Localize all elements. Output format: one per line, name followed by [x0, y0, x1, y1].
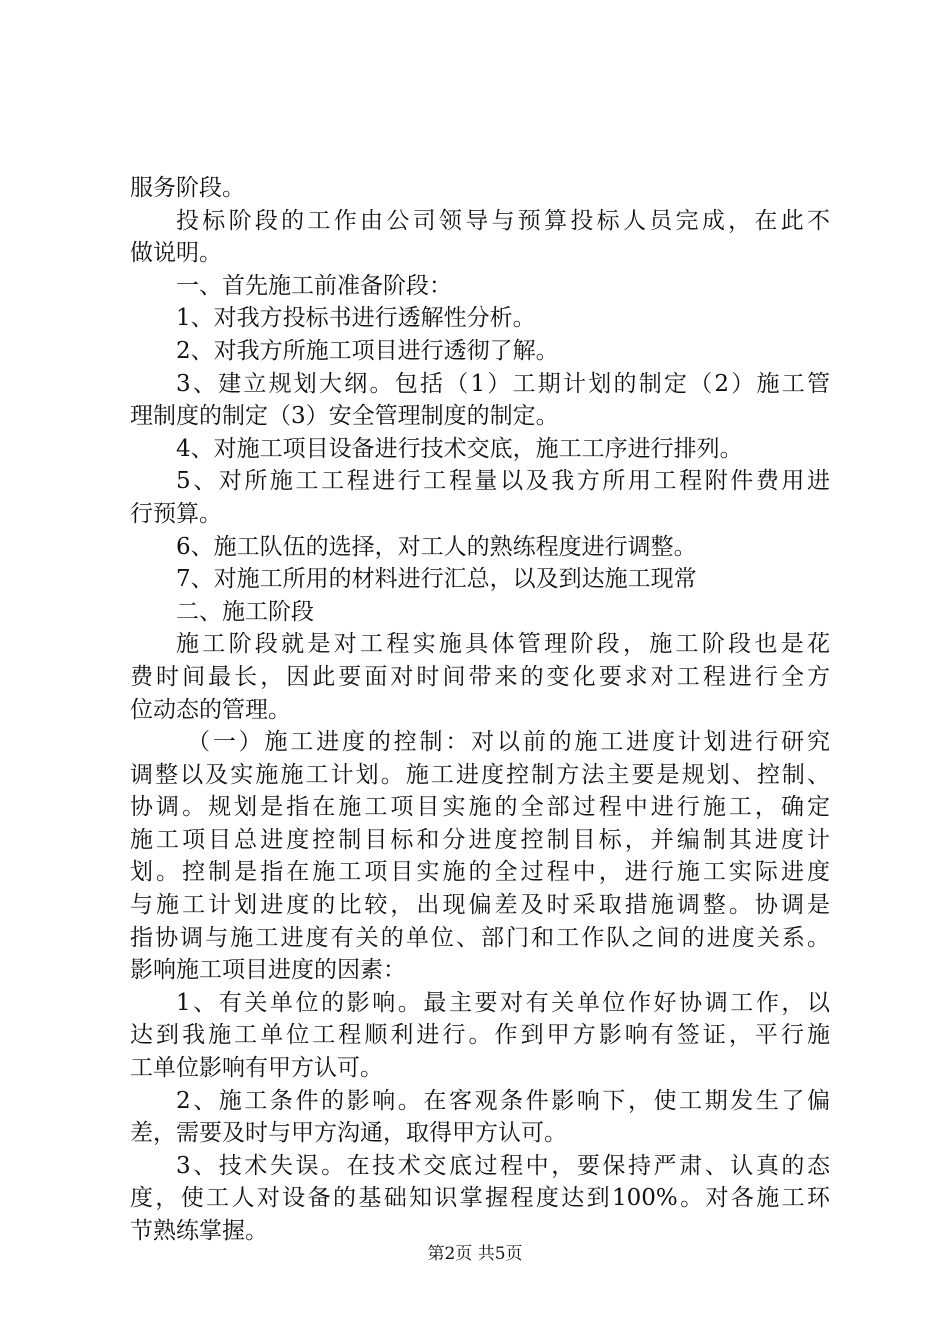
text-line: 做说明。 [130, 240, 222, 267]
text-line: 4、对施工项目设备进行技术交底，施工工序进行排列。 [176, 435, 743, 462]
text-line: 划。控制是指在施工项目实施的全过程中，进行施工实际进度 [130, 859, 830, 886]
text-line: 1、对我方投标书进行透解性分析。 [176, 305, 536, 332]
text-line: 7、对施工所用的材料进行汇总，以及到达施工现常 [176, 566, 697, 593]
text-line: 工单位影响有甲方认可。 [130, 1055, 383, 1082]
text-line: 差，需要及时与甲方沟通，取得甲方认可。 [130, 1120, 567, 1147]
text-line: 协调。规划是指在施工项目实施的全部过程中进行施工，确定 [130, 794, 830, 821]
text-line: 调整以及实施施工计划。施工进度控制方法主要是规划、控制、 [130, 761, 830, 788]
text-line: 服务阶段。 [130, 175, 245, 201]
text-line: 3、建立规划大纲。包括（1）工期计划的制定（2）施工管 [176, 370, 830, 397]
text-line: 理制度的制定（3）安全管理制度的制定。 [130, 403, 559, 430]
page-footer: 第2页 共5页 [427, 1244, 523, 1264]
text-line: 与施工计划进度的比较，出现偏差及时采取措施调整。协调是 [130, 892, 830, 919]
text-line: 位动态的管理。 [130, 696, 291, 723]
text-line: 2、对我方所施工项目进行透彻了解。 [176, 337, 559, 364]
text-line: 节熟练掌握。 [130, 1218, 268, 1244]
document-body [130, 172, 830, 1248]
text-line: 3、技术失误。在技术交底过程中，要保持严肃、认真的态 [176, 1152, 830, 1179]
text-line: （一）施工进度的控制：对以前的施工进度计划进行研究 [187, 729, 830, 756]
text-line: 2、施工条件的影响。在客观条件影响下，使工期发生了偏 [176, 1087, 830, 1114]
text-line: 投标阶段的工作由公司领导与预算投标人员完成，在此不 [176, 207, 830, 234]
text-line: 达到我施工单位工程顺利进行。作到甲方影响有签证，平行施 [130, 1022, 830, 1049]
text-line: 行预算。 [130, 500, 222, 527]
text-line: 1、有关单位的影响。最主要对有关单位作好协调工作，以 [176, 989, 830, 1016]
text-line: 6、施工队伍的选择，对工人的熟练程度进行调整。 [176, 533, 697, 560]
text-line: 影响施工项目进度的因素： [130, 957, 406, 984]
text-line: 二、施工阶段 [176, 598, 314, 625]
text-line: 费时间最长，因此要面对时间带来的变化要求对工程进行全方 [130, 663, 830, 690]
text-line: 指协调与施工进度有关的单位、部门和工作队之间的进度关系。 [130, 924, 830, 951]
text-line: 施工阶段就是对工程实施具体管理阶段，施工阶段也是花 [176, 631, 830, 658]
text-line: 5、对所施工工程进行工程量以及我方所用工程附件费用进 [176, 468, 830, 495]
text-line: 施工项目总进度控制目标和分进度控制目标，并编制其进度计 [130, 826, 830, 853]
text-line: 度，使工人对设备的基础知识掌握程度达到100%。对各施工环 [130, 1185, 830, 1212]
text-line: 一、首先施工前准备阶段： [176, 272, 452, 299]
